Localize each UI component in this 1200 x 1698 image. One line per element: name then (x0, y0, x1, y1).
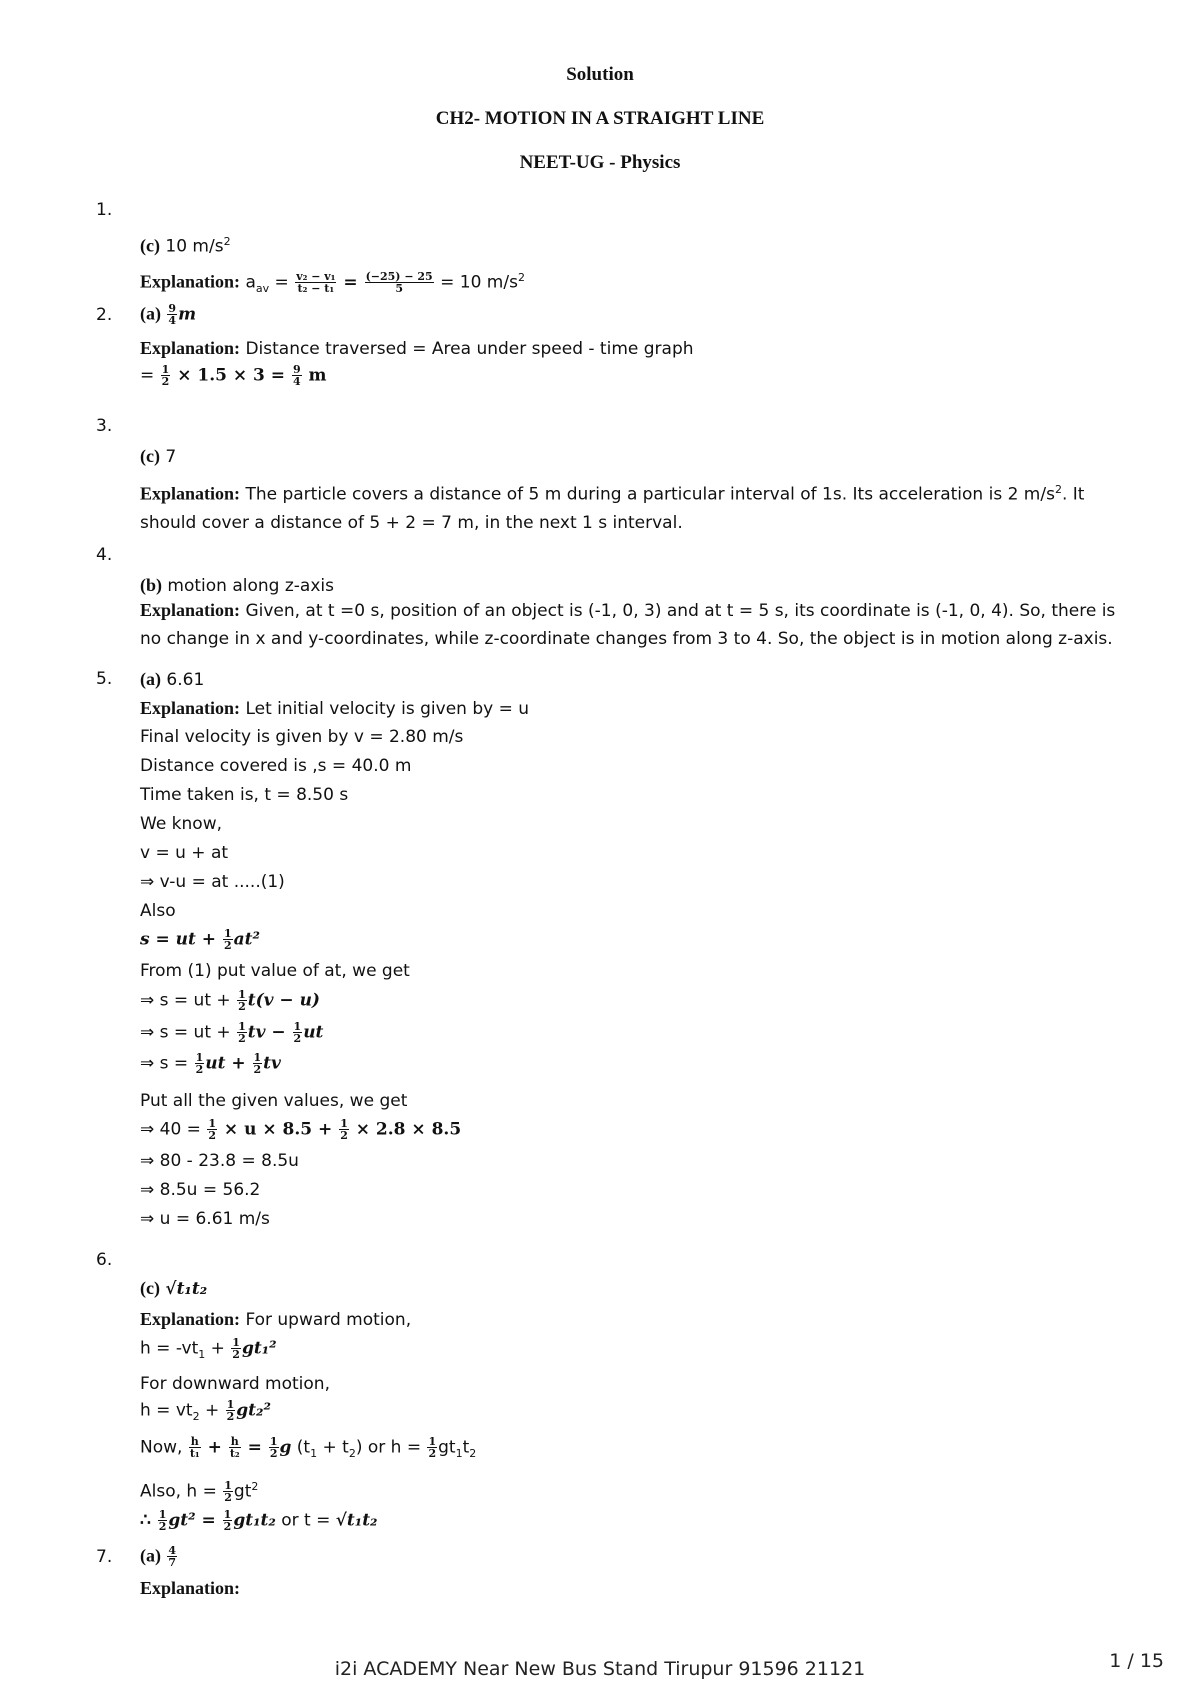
explanation-text: Let initial velocity is given by = u (245, 699, 530, 719)
formula-text: g (279, 1437, 292, 1458)
subscript: 2 (348, 1446, 356, 1460)
formula-text: h = vt (140, 1400, 193, 1421)
fraction-numerator: 9 (292, 363, 301, 376)
fraction (237, 1021, 247, 1044)
fraction-numerator: 1 (253, 1051, 262, 1064)
fraction-numerator: 4 (168, 1544, 177, 1557)
formula-text: gt (438, 1437, 456, 1458)
answer-line (140, 232, 1140, 257)
fraction-numerator: 1 (223, 927, 232, 940)
course-title: NEET-UG - Physics (519, 152, 681, 173)
answer-text: 7 (165, 447, 177, 467)
formula-text: × 1.5 × 3 = (171, 365, 291, 386)
answer-option: (b) (140, 575, 162, 595)
fraction-denominator: 5 (395, 282, 403, 296)
explanation-line (140, 1578, 1140, 1599)
fraction-numerator: 1 (232, 1336, 240, 1349)
fraction-denominator: 2 (223, 1520, 232, 1533)
explanation-text: Distance traversed = Area under speed - time graph (245, 339, 694, 359)
answer-line (140, 446, 1140, 467)
formula-line (140, 989, 1140, 1012)
answer-line (140, 1278, 1140, 1299)
fraction-numerator: 1 (238, 1020, 246, 1033)
fraction-numerator: (−25) − 25 (365, 270, 433, 284)
explanation-text: Given, at t =0 s, position of an object is (-1, 0, 3) and at t = 5 s, its coordinate is (-1, 0, 4). So, there is no change in x and y-coordinates, while z-coordinate changes from 3 to 4. So, the object is in motion along z-axis. (140, 601, 1116, 649)
question-number: 3. (96, 416, 113, 436)
explanation-label: Explanation: (140, 1578, 241, 1598)
fraction (161, 364, 171, 387)
fraction-numerator: v₂ − v₁ (296, 270, 336, 284)
formula-line (140, 1052, 1140, 1075)
fraction-denominator: 2 (158, 1520, 167, 1533)
fraction-denominator: 7 (168, 1556, 177, 1569)
explanation-label: Explanation: (140, 698, 241, 718)
answer-text: 10 m/s (165, 236, 224, 257)
fraction (167, 1545, 177, 1568)
explanation-line (140, 698, 1140, 719)
text-line: Distance covered is ,s = 40.0 m (140, 756, 412, 776)
fraction-numerator: 1 (269, 1435, 278, 1448)
explanation-line (140, 338, 1140, 359)
formula-line (140, 1337, 1140, 1365)
formula-text: + t (317, 1437, 349, 1458)
question-number: 5. (96, 669, 113, 689)
formula-text: Also, h = (140, 1481, 223, 1502)
fraction-denominator: 4 (168, 314, 177, 327)
fraction-denominator: 2 (223, 939, 232, 952)
formula-text: ut (303, 1022, 324, 1043)
text-line: From (1) put value of at, we get (140, 961, 410, 981)
formula-unit: m (302, 365, 327, 386)
fraction (293, 1021, 303, 1044)
text-line: ⇒ u = 6.61 m/s (140, 1209, 270, 1229)
question-number: 6. (96, 1250, 113, 1270)
formula-text: ut + (205, 1053, 252, 1074)
explanation-paragraph (140, 476, 1140, 537)
formula-text: tv − (247, 1022, 292, 1043)
fraction (237, 989, 247, 1012)
formula-text: gt₂² (236, 1400, 271, 1421)
formula-line (140, 364, 1140, 387)
answer-text: motion along z-axis (167, 576, 334, 596)
fraction (167, 303, 177, 326)
formula-text: ) or h = (355, 1437, 427, 1458)
subscript: 1 (198, 1347, 206, 1361)
explanation-label: Explanation: (140, 483, 241, 504)
formula-text: √t₁t₂ (335, 1510, 378, 1531)
fraction (226, 1399, 236, 1422)
formula-text: = (241, 1437, 268, 1458)
text-line: We know, (140, 814, 223, 834)
formula-text: gt² = (168, 1510, 222, 1531)
fraction (231, 1337, 241, 1360)
fraction-denominator: 2 (232, 1348, 240, 1361)
footer-text: i2i ACADEMY Near New Bus Stand Tirupur 91596 21121 (334, 1658, 866, 1680)
explanation-label: Explanation: (140, 1309, 241, 1329)
question-number: 4. (96, 545, 113, 565)
answer-option: (c) (140, 446, 160, 466)
subscript: 1 (310, 1446, 318, 1460)
text-line: ⇒ v-u = at .....(1) (140, 872, 285, 892)
chapter-title: CH2- MOTION IN A STRAIGHT LINE (435, 108, 765, 129)
explanation-paragraph (140, 596, 1140, 653)
text-line: For downward motion, (140, 1374, 330, 1394)
fraction (189, 1436, 201, 1459)
answer-option: (a) (140, 669, 161, 689)
fraction-numerator: h (190, 1435, 199, 1448)
fraction (295, 271, 336, 294)
fraction (158, 1509, 168, 1532)
fraction-denominator: 2 (226, 1410, 235, 1423)
text-line: Time taken is, t = 8.50 s (140, 785, 349, 805)
formula-text: tv (263, 1053, 281, 1074)
formula-text: gt (233, 1481, 252, 1502)
answer-line (140, 575, 1140, 596)
fraction-numerator: 1 (340, 1117, 348, 1130)
text-line: Final velocity is given by v = 2.80 m/s (140, 727, 464, 747)
superscript: 2 (251, 1480, 259, 1493)
formula-text: + (205, 1338, 231, 1359)
answer-line (140, 303, 1140, 326)
formula-text: t (462, 1437, 470, 1458)
fraction-denominator: 2 (208, 1129, 216, 1142)
fraction (223, 1480, 233, 1503)
formula-text: × u × 8.5 + (218, 1119, 339, 1140)
formula-text: Now, (140, 1437, 188, 1458)
answer-text: 6.61 (166, 670, 205, 690)
answer-option: (c) (140, 1278, 160, 1298)
answer-option: (a) (140, 303, 161, 324)
formula-text: gt₁t₂ (233, 1510, 276, 1531)
fraction (207, 1118, 217, 1141)
fraction-numerator: 9 (168, 302, 177, 315)
formula-text: ⇒ 40 = (140, 1119, 207, 1140)
fraction-denominator: t₁ (189, 1447, 200, 1460)
fraction-numerator: 1 (158, 1508, 167, 1521)
subscript: 2 (192, 1409, 200, 1423)
answer-text: √t₁t₂ (165, 1279, 208, 1299)
fraction (229, 1436, 241, 1459)
formula-line (140, 1436, 1140, 1464)
formula-text: (t (291, 1437, 311, 1458)
text-line: Also (140, 901, 176, 921)
fraction-numerator: 1 (223, 1508, 232, 1521)
formula-text: + (201, 1437, 228, 1458)
question-number: 7. (96, 1547, 113, 1567)
answer-option: (a) (140, 1545, 161, 1566)
fraction (223, 1509, 233, 1532)
fraction-numerator: 1 (428, 1435, 437, 1448)
fraction (427, 1436, 437, 1459)
fraction-denominator: 4 (292, 375, 301, 388)
equals-sign: = (269, 272, 295, 293)
fraction-denominator: 2 (269, 1447, 278, 1460)
formula-lhs-sub: av (255, 282, 270, 296)
text-line: ⇒ 8.5u = 56.2 (140, 1180, 261, 1200)
answer-option: (c) (140, 235, 160, 256)
equals-sign: = (140, 365, 160, 386)
text-line: ⇒ 80 - 23.8 = 8.5u (140, 1151, 299, 1171)
fraction-denominator: t₂ − t₁ (297, 282, 335, 296)
fraction-numerator: 1 (161, 363, 170, 376)
formula-text: s = ut + (140, 929, 222, 950)
formula-text: h = -vt (140, 1338, 199, 1359)
answer-unit: m (178, 304, 197, 325)
fraction-denominator: 2 (161, 375, 170, 388)
fraction-denominator: 2 (253, 1063, 262, 1076)
formula-line (140, 1477, 1140, 1503)
formula-text: ⇒ s = ut + (140, 990, 237, 1011)
explanation-text: For upward motion, (245, 1310, 412, 1330)
formula-text: + (199, 1400, 225, 1421)
fraction (269, 1436, 279, 1459)
result-sup: 2 (517, 271, 525, 284)
fraction-numerator: 1 (238, 988, 246, 1001)
fraction-denominator: t₂ (229, 1447, 240, 1460)
text-line: Put all the given values, we get (140, 1091, 408, 1111)
fraction-numerator: 1 (224, 1479, 232, 1493)
explanation-label: Explanation: (140, 600, 241, 620)
formula-line (140, 1509, 1140, 1532)
formula-lhs: a (245, 272, 256, 293)
answer-line (140, 1545, 1140, 1568)
explanation-label: Explanation: (140, 338, 241, 358)
fraction-numerator: 1 (195, 1051, 204, 1064)
formula-text: ⇒ s = (140, 1053, 194, 1074)
formula-text: at² (233, 929, 260, 950)
formula-result: = 10 m/s (434, 272, 518, 293)
page-number: 1 / 15 (1109, 1650, 1164, 1672)
subscript: 1 (455, 1446, 463, 1460)
formula-line (140, 1118, 1140, 1141)
formula-text: gt₁² (241, 1338, 277, 1359)
question-number: 1. (96, 200, 113, 220)
fraction-numerator: h (230, 1435, 239, 1448)
formula-text: t(v − u) (247, 990, 320, 1011)
answer-sup: 2 (223, 235, 231, 248)
fraction (223, 928, 233, 951)
explanation-line (140, 268, 1140, 299)
fraction (292, 364, 302, 387)
fraction (195, 1052, 205, 1075)
fraction-denominator: 2 (195, 1063, 204, 1076)
fraction-numerator: 1 (293, 1020, 302, 1033)
formula-text: ⇒ s = ut + (140, 1022, 237, 1043)
therefore-sign: ∴ (140, 1510, 157, 1531)
formula-line (140, 1399, 1140, 1427)
document-title: Solution (566, 64, 634, 85)
fraction (339, 1118, 349, 1141)
formula-text: × 2.8 × 8.5 (349, 1119, 462, 1140)
subscript: 2 (469, 1446, 477, 1460)
fraction-denominator: 2 (428, 1447, 437, 1460)
fraction-denominator: 2 (238, 1032, 246, 1045)
formula-text: or t = (275, 1510, 336, 1531)
formula-line (140, 1021, 1140, 1044)
answer-line (140, 669, 1140, 690)
equals-sign: = (337, 272, 364, 293)
explanation-sup: 2 (1054, 483, 1062, 496)
explanation-text: The particle covers a distance of 5 m during a particular interval of 1s. Its acceleration is 2 m/s (245, 484, 1055, 505)
question-number: 2. (96, 305, 113, 325)
fraction-numerator: 1 (208, 1117, 216, 1130)
fraction-denominator: 2 (224, 1491, 232, 1505)
fraction-denominator: 2 (340, 1129, 348, 1142)
text-line: v = u + at (140, 843, 229, 863)
explanation-line (140, 1309, 1140, 1330)
fraction-numerator: 1 (226, 1398, 235, 1411)
fraction-denominator: 2 (293, 1032, 302, 1045)
explanation-text: . It should cover a distance of 5 + 2 = 7 m, in the next 1 s interval. (140, 484, 1085, 533)
formula-line (140, 928, 1140, 951)
fraction-denominator: 2 (238, 1000, 246, 1013)
explanation-label: Explanation: (140, 271, 241, 292)
fraction (365, 271, 434, 294)
fraction (253, 1052, 263, 1075)
